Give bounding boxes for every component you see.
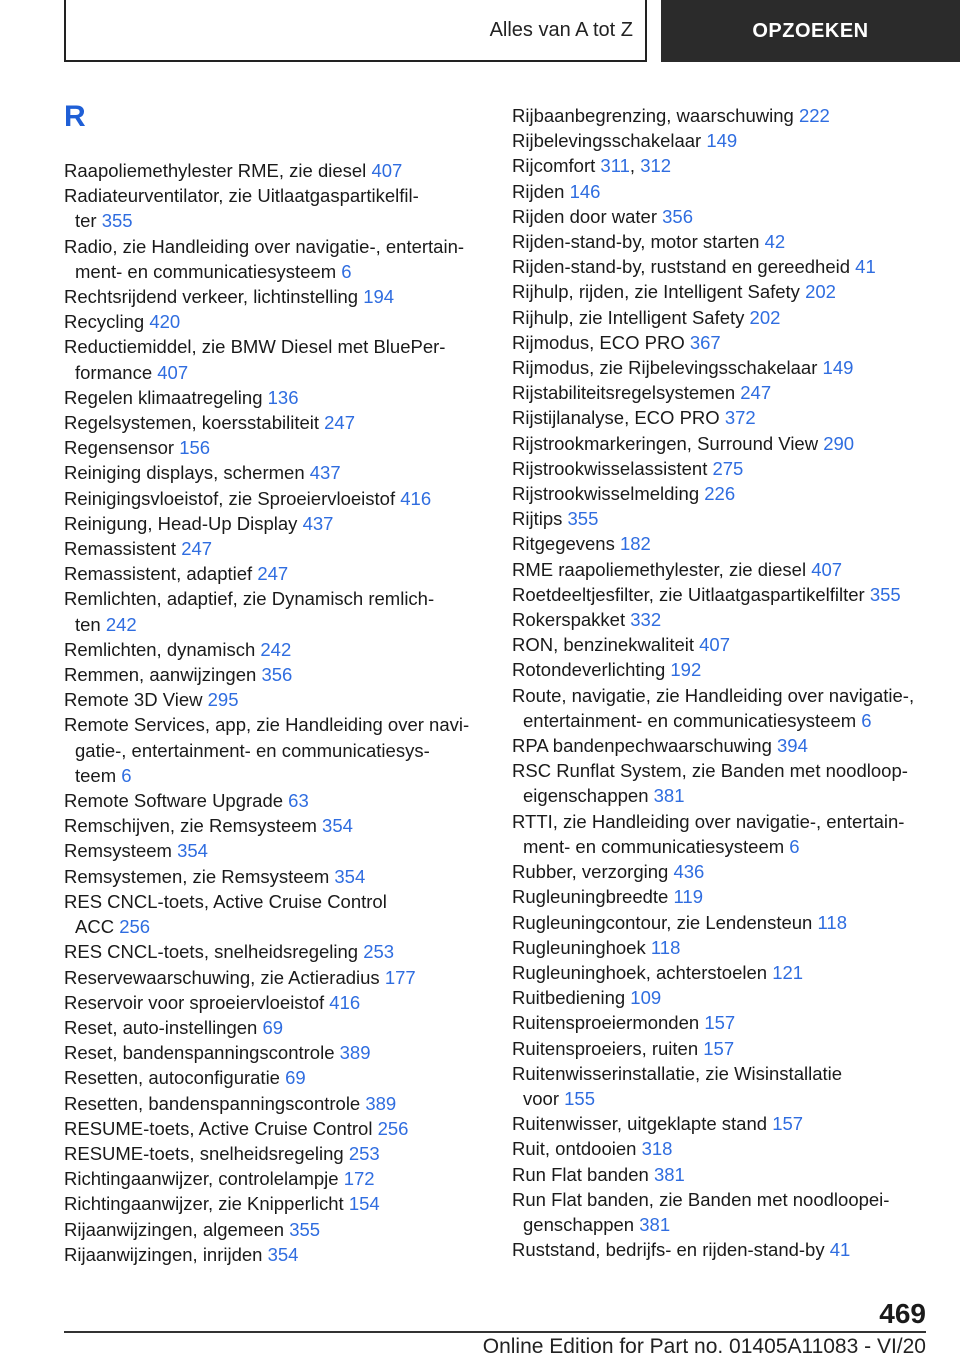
page-link[interactable]: 381 [653,785,685,807]
index-entry-text: Rotondeverlichting [512,659,666,681]
page-link[interactable]: 416 [329,991,361,1013]
page-link[interactable]: 354 [322,815,353,837]
index-entry [64,1242,484,1267]
page-link[interactable]: 420 [149,311,181,333]
index-entry [64,1217,484,1242]
page-link[interactable]: 6 [121,764,132,786]
page-link[interactable]: 389 [339,1042,371,1064]
index-entry-text: Reservoir voor sproeiervloeistof [64,991,325,1013]
index-entry-text: eigenschappen [523,785,649,807]
page-link[interactable]: 182 [619,533,651,555]
index-entry-text: Rijstabiliteitsregelsystemen [512,382,736,404]
index-entry-text: ment- en communicatiesysteem [523,835,785,857]
index-entry [64,1166,484,1191]
index-entry [512,531,952,556]
index-entry-text: Rijden [512,180,565,202]
index-entry-text: genschappen [523,1213,635,1235]
index-entry [64,309,484,334]
page-link[interactable]: 6 [789,835,800,857]
page-link[interactable]: 172 [343,1168,375,1190]
page-link[interactable]: 407 [371,160,403,181]
index-entry-text: gatie-, entertainment- en communicatiesys- [75,739,430,761]
index-entry [512,305,952,330]
index-entry [64,334,484,384]
index-entry [64,889,484,939]
index-entry-text: Regelen klimaatregeling [64,386,263,408]
page-link[interactable]: 437 [309,462,341,484]
page-link[interactable]: 6 [861,709,872,731]
index-entry-text: Rugleuninghoek, achterstoelen [512,961,768,983]
index-entry-text: Remote Services, app, zie Handleiding over navi- [64,714,470,736]
index-entry-text: entertainment- en communicatiesysteem [523,709,857,731]
index-entry-text: Rijaanwijzingen, inrijden [64,1243,263,1265]
index-entry [64,939,484,964]
index-entry-text: Rugleuningbreedte [512,886,669,908]
page-link[interactable]: 436 [673,861,705,883]
index-entry-text: ACC [75,916,115,938]
index-entry-text: ment- en communicatiesysteem [75,260,337,282]
index-entry [512,557,952,582]
page-link[interactable]: 157 [703,1037,735,1059]
page-link[interactable]: 295 [207,689,239,711]
index-entry-text: Remmen, aanwijzingen [64,664,257,686]
index-entry [512,456,952,481]
index-entry [64,586,484,636]
index-entry [64,662,484,687]
index-entry [64,687,484,712]
index-entry-text: formance [75,361,153,383]
page-link[interactable]: 202 [749,306,781,328]
index-entry [512,910,952,935]
index-entry [64,1191,484,1216]
index-entry [512,733,952,758]
index-entry [512,1010,952,1035]
index-entry-text: Rijhulp, rijden, zie Intelligent Safety [512,281,800,303]
index-entry-text: Rijstrookwisselassistent [512,457,708,479]
index-entry [64,561,484,586]
index-entry [64,864,484,889]
index-entry-text: Rijstijlanalyse, ECO PRO [512,407,720,429]
index-entry-text: Remlichten, dynamisch [64,638,256,660]
index-entry-text: Rijden-stand-by, ruststand en gereedheid [512,256,851,278]
page-link[interactable]: 253 [363,941,395,963]
index-entry-text: Recycling [64,311,145,333]
index-entry-text: Rijcomfort [512,155,596,177]
index-entry [512,1162,952,1187]
index-entry-text: Ritgegevens [512,533,615,555]
footer-divider [64,1331,926,1333]
index-entry-text: voor [523,1087,559,1109]
index-entry [64,838,484,863]
index-entry-text: Radiateurventilator, zie Uitlaatgaspartikelfil- [64,185,419,207]
page-link[interactable]: 118 [650,936,681,958]
index-entry-text: Route, navigatie, zie Handleiding over navigatie-, [512,684,915,706]
index-entry-text: Rijden door water [512,205,657,227]
page-link[interactable]: 149 [706,130,738,152]
index-entry-text: Rijstrookwisselmelding [512,483,700,505]
page-link[interactable]: 155 [564,1087,596,1109]
page-link[interactable]: 247 [181,538,213,560]
index-entry [512,607,952,632]
index-entry-text: Remassistent, adaptief [64,563,253,585]
index-entry [64,637,484,662]
index-entry [64,1015,484,1040]
page-link[interactable]: 247 [324,412,356,434]
section-letter: R [64,100,86,133]
index-entry-text: RSC Runflat System, zie Banden met noodloop- [512,760,908,782]
index-entry-text: Richtingaanwijzer, zie Knipperlicht [64,1193,344,1215]
index-entry [512,1237,952,1262]
tab-alles-van-a-tot-z[interactable]: Alles van A tot Z [64,0,647,62]
index-entry [512,657,952,682]
index-entry-text: Ruit, ontdooien [512,1138,637,1160]
page-link[interactable]: 119 [673,886,703,908]
page-link[interactable]: 356 [261,664,293,686]
index-entry-text: Reservewaarschuwing, zie Actieradius [64,966,380,988]
index-entry-text: Rijden-stand-by, motor starten [512,231,760,253]
index-entry-text: Resetten, bandenspanningscontrole [64,1092,361,1114]
page-link[interactable]: 177 [384,966,416,988]
index-entry [512,330,952,355]
index-entry [64,1065,484,1090]
index-entry [512,128,952,153]
index-entry-text: RPA bandenpechwaarschuwing [512,735,772,757]
index-entry-text: Reinigingsvloeistof, zie Sproeiervloeistof [64,487,396,509]
page-link[interactable]: 407 [699,634,731,656]
page-link[interactable]: 367 [689,331,721,353]
index-entry-text: RON, benzinekwaliteit [512,634,694,656]
index-entry [64,1040,484,1065]
index-entry [64,460,484,485]
page-link[interactable]: 121 [772,961,804,983]
index-entry-text: Remsystemen, zie Remsysteem [64,865,330,887]
index-entry-text: RES CNCL-toets, Active Cruise Control [64,890,387,912]
index-entry-text: Rijaanwijzingen, algemeen [64,1218,285,1240]
page-link[interactable]: 372 [724,407,756,429]
page-link[interactable]: 355 [869,583,901,605]
index-entry-text: RESUME-toets, snelheidsregeling [64,1142,344,1164]
index-entry [64,183,484,233]
index-entry [64,1116,484,1141]
index-entry [512,582,952,607]
index-entry-text: Reiniging displays, schermen [64,462,305,484]
page-link[interactable]: 256 [377,1117,409,1139]
page-link[interactable]: 222 [798,105,830,126]
index-entry [512,204,952,229]
index-entry-text: RME raapoliemethylester, zie diesel [512,558,807,580]
index-entry [64,410,484,435]
index-entry-text: Rijbelevingsschakelaar [512,130,702,152]
page-link[interactable]: 42 [764,231,786,253]
index-entry-text: Ruitensproeiers, ruiten [512,1037,699,1059]
index-entry-text: Remschijven, zie Remsysteem [64,815,317,837]
index-entry [512,1111,952,1136]
index-entry-text: Ruitbediening [512,987,626,1009]
index-entry-text: Rugleuningcontour, zie Lendensteun [512,911,813,933]
page-link[interactable]: 275 [712,457,744,479]
index-entry-text: Regelsystemen, koersstabiliteit [64,412,319,434]
index-entry [512,758,952,808]
index-entry [512,1061,952,1111]
page-link[interactable]: 389 [365,1092,397,1114]
index-entry [512,1036,952,1061]
index-column-left [64,158,484,1267]
index-entry [64,486,484,511]
index-entry [512,506,952,531]
index-entry [512,985,952,1010]
page-link[interactable]: 69 [285,1067,306,1089]
index-entry-text: Run Flat banden [512,1163,649,1185]
index-entry [64,788,484,813]
index-entry [512,279,952,304]
index-entry [512,1136,952,1161]
page-link[interactable]: 355 [101,210,133,232]
index-entry: Rijcomfort 311, 312 [512,155,672,177]
index-entry [512,103,952,128]
page-link[interactable]: 118 [817,911,847,933]
index-entry [512,229,952,254]
index-entry-text: Remote Software Upgrade [64,790,284,812]
index-entry-text: RESUME-toets, Active Cruise Control [64,1117,373,1139]
index-entry [64,284,484,309]
index-entry-text: Ruitenwisserinstallatie, zie Wisinstallatie [512,1062,843,1084]
index-entry-text: Rijbaanbegrenzing, waarschuwing [512,105,794,126]
index-entry-text: RES CNCL-toets, snelheidsregeling [64,941,359,963]
page-link[interactable]: 256 [119,916,151,938]
index-entry-text: Ruitensproeiermonden [512,1012,700,1034]
page-link[interactable]: 381 [653,1163,685,1185]
page-link[interactable]: 109 [630,987,662,1009]
page-link[interactable]: 381 [639,1213,671,1235]
index-entry-text: Remsysteem [64,840,172,862]
index-entry-text: Rechtsrijdend verkeer, lichtinstelling [64,286,359,308]
index-entry-text: Reinigung, Head-Up Display [64,512,298,534]
footer-edition-text: Online Edition for Part no. 01405A11083 - VI/20 [482,1335,926,1358]
index-entry [512,405,952,430]
index-entry-text: Run Flat banden, zie Banden met noodloopei- [512,1188,890,1210]
index-entry [512,683,952,733]
index-entry-text: Reductiemiddel, zie BMW Diesel met BluePer- [64,336,446,358]
index-entry-text: Reset, auto-instellingen [64,1016,258,1038]
index-entry-text: Remlichten, adaptief, zie Dynamisch remlich- [64,588,435,610]
page-link[interactable]: 146 [569,180,601,202]
index-entry [64,712,484,788]
index-entry-text: Resetten, autoconfiguratie [64,1067,280,1089]
page-link[interactable]: 202 [805,281,836,303]
index-entry [64,158,484,183]
index-entry [512,179,952,204]
index-entry-text: Remote 3D View [64,689,203,711]
index-entry-text: Rijtips [512,508,563,530]
index-entry-text: Radio, zie Handleiding over navigatie-, entertain- [64,235,465,257]
index-entry [512,254,952,279]
index-entry [512,355,952,380]
tab-opzoeken[interactable]: OPZOEKEN [661,0,960,62]
index-entry [64,234,484,284]
page-link[interactable]: 6 [341,260,352,282]
page-link[interactable]: 318 [641,1138,673,1160]
page-link[interactable]: 157 [772,1113,804,1135]
index-entry [512,884,952,909]
index-entry-text: Rijmodus, ECO PRO [512,331,685,353]
index-entry [512,632,952,657]
page-link[interactable]: 355 [567,508,599,530]
index-entry [64,965,484,990]
page-link[interactable]: 192 [670,659,702,681]
index-entry [512,859,952,884]
index-entry [64,1091,484,1116]
index-entry [512,809,952,859]
index-entry-text: Remassistent [64,538,177,560]
index-entry-text: Rubber, verzorging [512,861,669,883]
page-link[interactable]: 356 [662,205,694,227]
page-link[interactable]: 154 [348,1193,380,1215]
page-link[interactable]: 41 [829,1239,851,1261]
index-entry-text: teem [75,764,117,786]
index-entry-text: Ruststand, bedrijfs- en rijden-stand-by [512,1239,825,1261]
index-entry [512,481,952,506]
page-link[interactable]: 407 [157,361,189,383]
page-link[interactable]: 290 [823,432,855,454]
index-entry-text: Rijhulp, zie Intelligent Safety [512,306,745,328]
index-entry [64,813,484,838]
index-entry-text: Ruitenwisser, uitgeklapte stand [512,1113,768,1135]
index-entry [512,960,952,985]
index-entry-text: RTTI, zie Handleiding over navigatie-, entertain- [512,810,905,832]
index-entry [64,536,484,561]
page-link[interactable]: 157 [704,1012,736,1034]
index-entry [512,1187,952,1237]
page-link[interactable]: 355 [289,1218,321,1240]
page-link[interactable]: 69 [262,1016,284,1038]
index-entry-text: ten [75,613,101,635]
page-number: 469 [879,1298,926,1329]
page-link[interactable]: 41 [855,256,876,278]
page-link[interactable]: 312 [640,155,672,177]
index-entry [64,385,484,410]
index-entry-text: Richtingaanwijzer, controlelampje [64,1168,339,1190]
page-link[interactable]: 242 [260,638,292,660]
page-link[interactable]: 354 [334,865,366,887]
page-link[interactable]: 247 [257,563,289,585]
page-link[interactable]: 416 [400,487,432,509]
page-link[interactable]: 194 [363,286,395,308]
index-entry [64,990,484,1015]
index-entry-text: Rugleuninghoek [512,936,646,958]
page-link[interactable]: 437 [302,512,334,534]
index-entry-text: Rijstrookmarkeringen, Surround View [512,432,819,454]
index-entry [512,935,952,960]
page-link[interactable]: 136 [267,386,299,408]
index-entry [512,431,952,456]
index-column-right [512,103,952,1262]
page-link[interactable]: 354 [267,1243,299,1265]
page-link[interactable]: 311 [600,155,630,177]
page-link[interactable]: 247 [740,382,772,404]
page-link[interactable]: 394 [777,735,808,757]
index-entry [64,511,484,536]
index-entry [64,1141,484,1166]
index-entry-text: ter [75,210,97,232]
page-link[interactable]: 407 [811,558,843,580]
page-link[interactable]: 354 [177,840,208,862]
index-entry-text: Rokerspakket [512,609,626,631]
page-link[interactable]: 332 [630,609,662,631]
index-entry-text: Reset, bandenspanningscontrole [64,1042,335,1064]
index-entry [512,380,952,405]
index-entry-text: Rijmodus, zie Rijbelevingsschakelaar [512,357,818,379]
index-entry-text: Roetdeeltjesfilter, zie Uitlaatgaspartikelfilter [512,583,865,605]
page-link[interactable]: 63 [288,790,309,812]
page-link[interactable]: 226 [704,483,736,505]
index-entry-text: Regensensor [64,437,175,459]
page-link[interactable]: 156 [179,437,211,459]
index-entry-text: Raapoliemethylester RME, zie diesel [64,160,367,181]
page-header [0,0,960,70]
page-link[interactable]: 242 [105,613,137,635]
page-link[interactable]: 149 [822,357,854,379]
index-entry [64,435,484,460]
page-link[interactable]: 253 [348,1142,380,1164]
